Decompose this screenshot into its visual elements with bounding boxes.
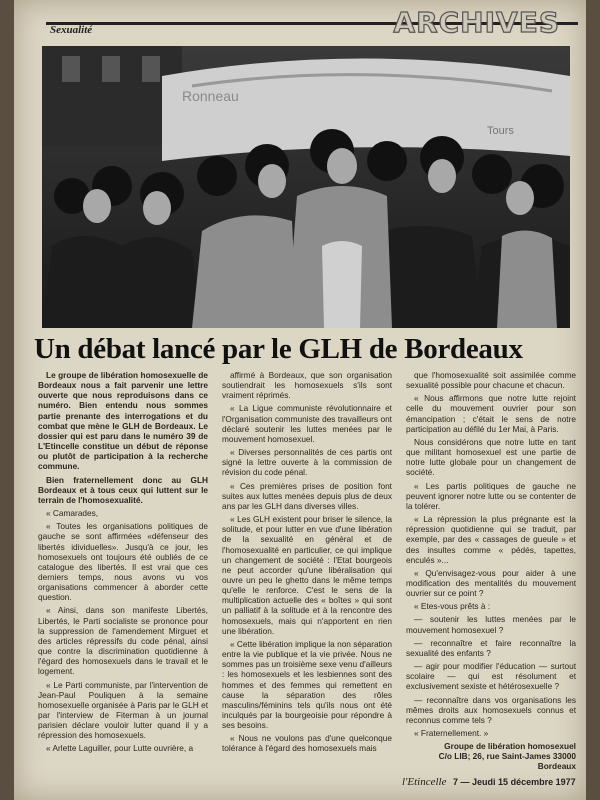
paragraph: — soutenir les luttes menées par le mouvement homosexuel ? (406, 614, 576, 635)
paragraph: « Toutes les organisations politiques de gauche se sont affirmées «défenseur des libertés idividuelles». Jusqu'à ce jour, les homosexuels ont toujours été oubliés de ce catalogue des libertés. Il est vrai que ces derniers temps, nous avons vu vos organisations commencer à aborder cette question. (38, 521, 208, 603)
newspaper-page (14, 0, 586, 800)
paragraph: « Le Parti communiste, par l'intervention de Jean-Paul Pouliquen à la semaine homosexuelle organisée à Paris par le GLH et par l'interview de Fiterman à un journal parisien déclare vouloir lutter quand il y a répression des homosexuels. (38, 679, 208, 741)
paragraph: « Fraternellement. » (414, 728, 489, 738)
article-column-3 (406, 370, 576, 772)
demonstration-photo (42, 46, 570, 328)
archives-stamp: ARCHIVES (393, 6, 560, 39)
paragraph: — agir pour modifier l'éducation — surtout scolaire — qui est résolument et exclusivement sexiste et hétérosexuelle ? (406, 661, 576, 692)
page-footer (402, 776, 582, 788)
article-column-1 (38, 370, 208, 757)
intro-paragraph-2: Bien fraternellement donc au GLH Bordeaux et à tous ceux qui luttent sur le terrain de l'homosexualité. (38, 474, 208, 505)
article-body (38, 370, 580, 772)
photo-illustration (42, 46, 570, 328)
paragraph: — reconnaître dans vos organisations les mêmes droits aux homosexuels connus et reconnus comme tels ? (406, 694, 576, 725)
signature-city: Bordeaux (537, 761, 576, 772)
paragraph: que l'homosexualité soit assimilée comme sexualité possible pour chacune et chacun. (406, 370, 576, 391)
article-column-2 (222, 370, 392, 757)
paragraph: « Diverses personnalités de ces partis ont signé la lettre ouverte à la commission de révision du code pénal. (222, 447, 392, 478)
paragraph: « Nous ne voulons pas d'une quelconque tolérance à l'égard des homosexuels mais (222, 733, 392, 754)
banner-text-right: Tours (487, 125, 514, 137)
paragraph: « Nous affirmons que notre lutte rejoint celle du mouvement ouvrier pour son émancipation ; c'était le sens de notre participation au défilé du 1er Mai, à Paris. (406, 393, 576, 434)
paragraph: — reconnaître et faire reconnaître la sexualité des enfants ? (406, 637, 576, 658)
paragraph: « Ces premières prises de position font suites aux luttes menées depuis plus de deux ans par les GLH dans diverses villes. (222, 480, 392, 511)
signature (406, 741, 576, 771)
paragraph: « Qu'envisagez-vous pour aider à une modification des mentalités du mouvement ouvrier sur ce point ? (406, 567, 576, 599)
paragraph: affirmé à Bordeaux, que son organisation soutiendrait les homosexuels s'ils sont vraiment réprimés. (222, 370, 392, 401)
newspaper-logo: l'Etincelle (402, 776, 447, 788)
paragraph: « Camarades, (46, 508, 99, 519)
paragraph: « Les GLH existent pour briser le silence, la solitude, et pour lutter en vue d'une libération de la sexualité en général et de l'homosexualité en particulier, ce qui implique un changement de société : l'Etat bourgeois ne peut accorder qu'une libéralisation qui ouvre un peu le ghetto dans le même temps qu'elle le renforce. C'est le sens de la multiplication actuelle des « boîtes » qui sont un palliatif à la solitude et à la rencontre des homosexuels, mais qui n'apportent en rien une libération. (222, 514, 392, 636)
page-number: 7 (453, 777, 459, 787)
issue-date: — Jeudi 15 décembre 1977 (460, 777, 576, 787)
paragraph: « Les partis politiques de gauche ne peuvent ignorer notre lutte ou se contenter de la tolérer. (406, 480, 576, 511)
banner-text-left: Ronneau (182, 88, 239, 104)
signature-name: Groupe de libération homosexuel (444, 741, 576, 752)
article-headline: Un débat lancé par le GLH de Bordeaux (34, 333, 523, 365)
paragraph: Nous considérons que notre lutte en tant que militant homosexuel est une partie de notre lutte globale pour un changement de société. (406, 436, 576, 478)
section-label: Sexualité (50, 24, 93, 36)
signature-address: C/o LIB; 26, rue Saint-James 33000 (438, 751, 576, 762)
paragraph: « Cette libération implique la non séparation entre la vie publique et la vie privée. Nous ne sommes pas un troisième sexe venu d'ailleurs : les homosexuels et les lesbiennes sont des hommes et des femmes qui remettent en cause la séparation des rôles masculins/féminins tels qu'ils nous ont été inculqués par la bourgeoisie pour répondre à ses besoins. (222, 638, 392, 731)
paragraph: « Etes-vous prêts à : (414, 601, 491, 612)
paragraph: « Arlette Laguiller, pour Lutte ouvrière, a (46, 743, 194, 754)
paragraph: « La répression la plus prégnante est la répression quotidienne qui se traduit, par exemple, par des « cassages de gueule » et des insultes comme « pédés, tapettes, enculés »... (406, 514, 576, 565)
intro-paragraph: Le groupe de libération homosexuelle de Bordeaux nous a fait parvenir une lettre ouverte que nous reproduisons dans ce numéro. Bien entendu nous sommes partie prenante des interrogations et du combat que mène le GLH de Bordeaux. Le dossier qui est paru dans le numéro 39 de L'Etincelle constitue un début de réponse ou plutôt de participation à la recherche commune. (38, 370, 208, 472)
paragraph: « La Ligue communiste révolutionnaire et l'Organisation communiste des travailleurs ont déclaré soutenir les luttes menées par le mouvement homosexuel. (222, 403, 392, 444)
paragraph: « Ainsi, dans son manifeste Libertés, Libertés, le Parti socialiste se prononce pour la suppression de l'amendement Mirguet et des articles répressifs du code pénal, ainsi que contre la discrimination quotidienne à l'égard des homosexuels dans le travail et le logement. (38, 605, 208, 677)
